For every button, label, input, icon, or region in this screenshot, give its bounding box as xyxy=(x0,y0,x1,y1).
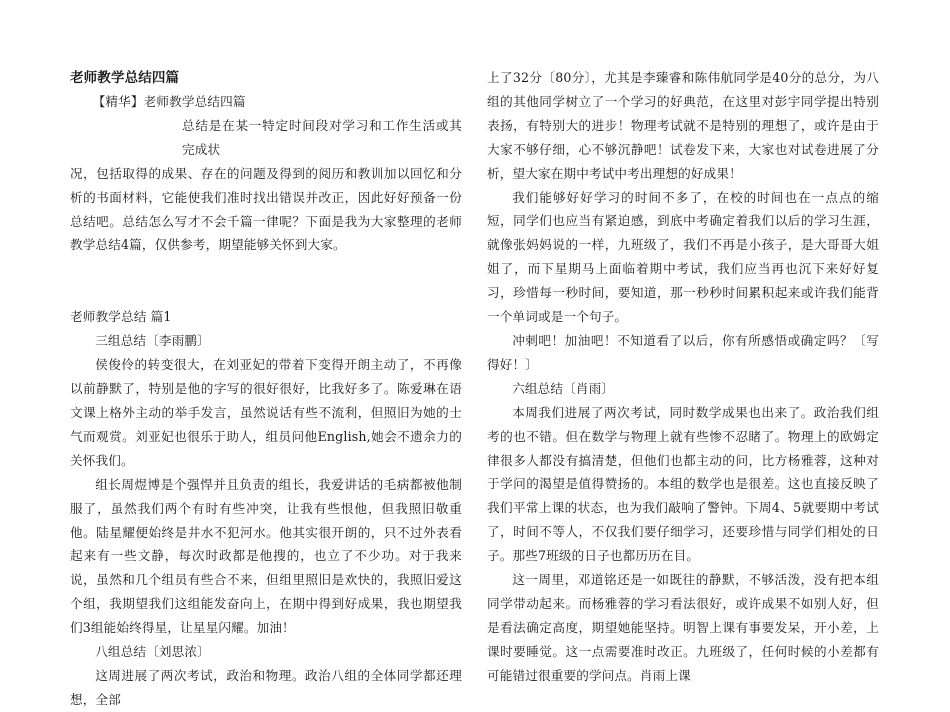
intro-paragraph: 况，包括取得的成果、存在的问题及得到的阅历和教训加以回忆和分析的书面材料，它能使我们准时找出错误并改正，因此好好预备一份总结吧。总结怎么写才不会千篇一律呢？下面是我为大家整理的老师教学总结4篇，仅供参考，期望能够关怀到大家。 xyxy=(70,165,462,253)
group6-paragraph-2: 这一周里，邓道铭还是一如既往的静默，不够活泼，没有把本组同学带动起来。而杨雅蓉的学习看法很好，或许成果不如别人好，但是看法确定高度，期望她能坚持。明智上课有事要发呆，开小差，上课时要睡觉。这一点需要准时改正。九班级了，任何时候的小差都有可能错过很重要的学问点。肖雨上课 xyxy=(487,572,879,683)
group8-heading: 八组总结〔刘思浓〕 xyxy=(95,644,210,660)
continued-paragraph-1: 上了32分〔80分〕，尤其是李臻睿和陈伟航同学是40分的总分，为八组的其他同学树立了一个学习的好典范，在这里对彭宇同学提出特别表扬，有特别大的进步！物理考试就不是特别的理想了，或许是由于大家不够仔细，心不够沉静吧！试卷发下来，大家也对试卷进展了分析，望大家在期中考试中考出理想的好成果！ xyxy=(487,70,879,181)
group6-paragraph-1: 本周我们进展了两次考试，同时数学成果也出来了。政治我们组考的也不错。但在数学与物理上就有些惨不忍睹了。物理上的欧姆定律很多人都没有搞清楚，但他们也都主动的问，比方杨雅蓉，这种对于学问的渴望是值得赞扬的。本组的数学也是很差。这也直接反映了我们平常上课的状态，也为我们敲响了警钟。下周4、5就要期中考试了，时间不等人，不仅我们要仔细学习，还要珍惜与同学们相处的日子。那些7班级的日子也都历历在目。 xyxy=(487,404,879,564)
group3-heading: 三组总结〔李雨鹏〕 xyxy=(95,333,210,349)
right-column xyxy=(487,66,879,688)
group8-paragraph-1: 这周进展了两次考试，政治和物理。政治八组的全体同学都还理想，全部 xyxy=(70,667,462,707)
group6-heading: 六组总结〔肖雨〕 xyxy=(512,380,615,396)
tag-line: 【精华】老师教学总结四篇 xyxy=(92,94,246,109)
continued-paragraph-2: 我们能够好好学习的时间不多了，在校的时间也在一点点的缩短，同学们也应当有紧迫感，到底中考确定着我们以后的学习生涯，就像张妈妈说的一样，九班级了，我们不再是小孩子，是大哥哥大姐姐了，而下星期马上面临着期中考试，我们应当再也沉下来好好复习，珍惜每一秒时间，要知道，那一秒秒时间累积起来或许我们能背一个单词或是一个句子。 xyxy=(487,189,879,325)
document-title: 老师教学总结四篇 xyxy=(70,70,180,86)
intro-first-line: 总结是在某一特定时间段对学习和工作生活或其完成状 xyxy=(182,117,462,157)
group3-paragraph-1: 侯俊伶的转变很大，在刘亚妃的带着下变得开朗主动了，不再像以前静默了，特别是他的字写的很好很好，比我好多了。陈爱琳在语文课上格外主动的举手发言，虽然说话有些不流利，但照旧为她的士气而观赏。刘亚妃也很乐于助人，组员问他English,她会不遗余力的关怀我们。 xyxy=(70,357,462,468)
section-title: 老师教学总结 篇1 xyxy=(70,309,172,325)
left-column xyxy=(70,66,462,712)
group3-paragraph-2: 组长周煜博是个强悍并且负责的组长，我爱讲话的毛病都被他制服了，虽然我们两个有时有些冲突，让我有些恨他，但我照旧敬重他。陆星耀便始终是井水不犯河水。他其实很开朗的，只不过外表看起来有一些文静，每次时政都是他搜的，也立了不少功。对于我来说，虽然和几个组员有些合不来，但组里照旧是欢快的，我照旧爱这个组，我期望我们这组能发奋向上，在期中得到好成果，我也期望我们3组能始终得星，让星星闪耀。加油！ xyxy=(70,476,462,636)
continued-paragraph-3: 冲刺吧！加油吧！不知道看了以后，你有所感悟或确定吗？〔写得好！〕 xyxy=(487,332,879,372)
section-gap xyxy=(70,257,462,305)
